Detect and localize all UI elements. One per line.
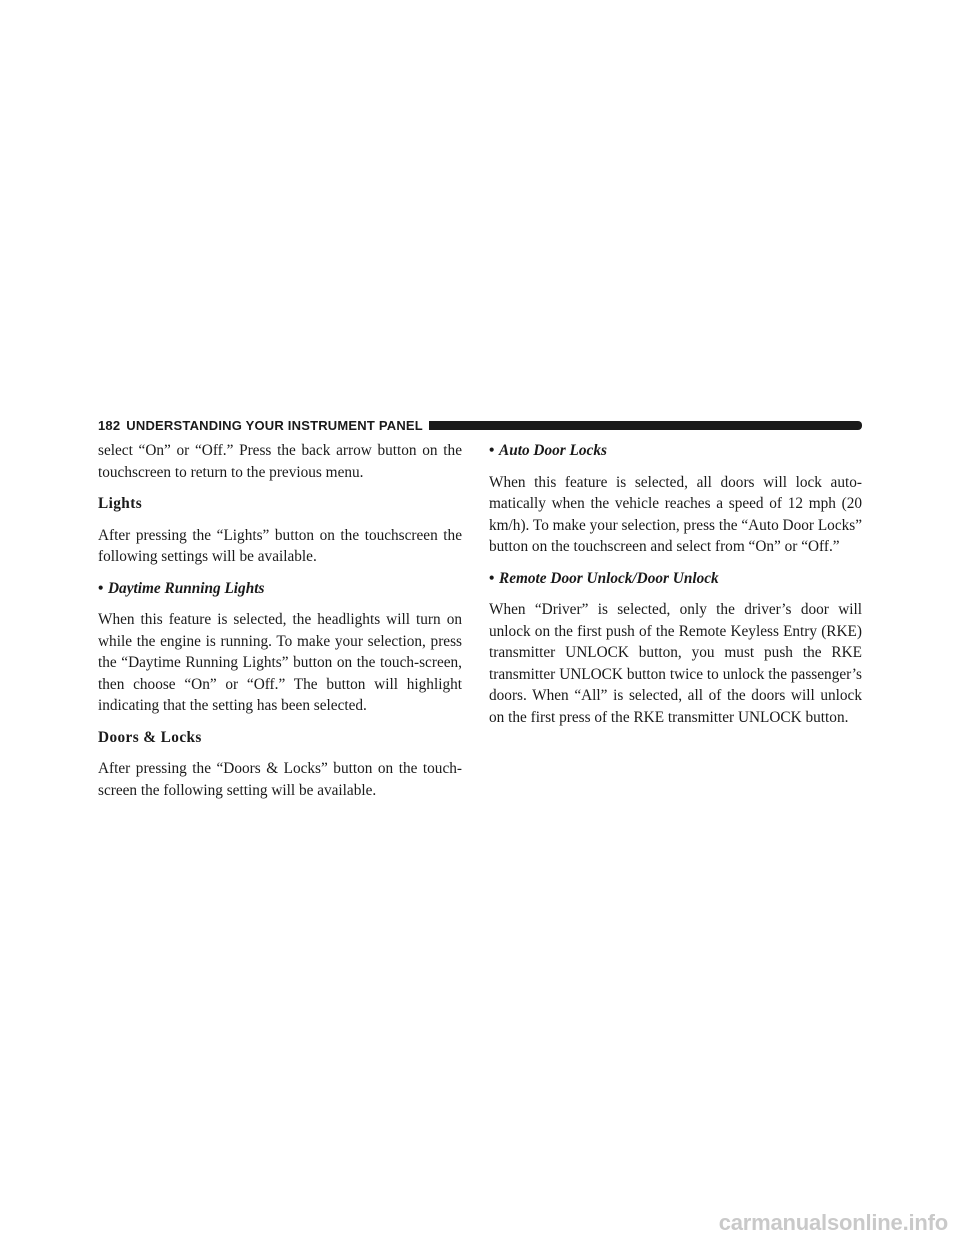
intro-paragraph: select “On” or “Off.” Press the back arrow button on the touchscreen to return to the previous menu. xyxy=(98,442,462,481)
auto-locks-bullet-item xyxy=(489,440,862,462)
bullet-dot-icon: • xyxy=(489,442,495,459)
drl-bullet-label: Daytime Running Lights xyxy=(108,579,265,597)
remote-unlock-bullet-label: Remote Door Unlock/Door Unlock xyxy=(499,569,719,587)
lights-heading: Lights xyxy=(98,495,143,512)
lights-paragraph: After pressing the “Lights” button on the touchscreen the following settings will be available. xyxy=(98,526,462,565)
watermark-logo: carmanualsonline.info xyxy=(718,1210,948,1235)
drl-bullet-item xyxy=(98,578,462,600)
header-rule xyxy=(429,421,862,430)
remote-unlock-bullet-item xyxy=(489,568,862,590)
doors-locks-paragraph: After pressing the “Doors & Locks” button on the touch-screen the following setting will be available. xyxy=(98,760,462,799)
page-number: 182 xyxy=(98,417,121,433)
remote-unlock-paragraph: When “Driver” is selected, only the driver’s door will unlock on the first push of the Remote Keyless Entry (RKE) transmitter UNLOCK button, you must push the RKE transmitter UNLOCK button twice to unlock the passenger’s doors. When “All” is selected, all of the doors will unlock on the first press of the RKE transmitter UNLOCK button. xyxy=(489,601,862,726)
drl-paragraph: When this feature is selected, the headlights will turn on while the engine is running. To make your selection, press the “Daytime Running Lights” button on the touch-screen, then choose “On” or “Off.” The button will highlight indicating that the setting has been selected. xyxy=(98,611,462,714)
page-header xyxy=(98,417,862,433)
auto-locks-bullet-label: Auto Door Locks xyxy=(499,442,607,459)
doors-locks-heading: Doors & Locks xyxy=(98,728,202,746)
left-column xyxy=(98,440,462,811)
bullet-dot-icon: • xyxy=(98,579,104,597)
bullet-dot-icon: • xyxy=(489,569,495,587)
section-title: UNDERSTANDING YOUR INSTRUMENT PANEL xyxy=(126,417,423,433)
right-column xyxy=(489,440,862,738)
auto-locks-paragraph: When this feature is selected, all doors will lock auto-matically when the vehicle reaches a speed of 12 mph (20 km/h). To make your selection, press the “Auto Door Locks” button on the touchscreen and select from “On” or “Off.” xyxy=(489,473,862,555)
